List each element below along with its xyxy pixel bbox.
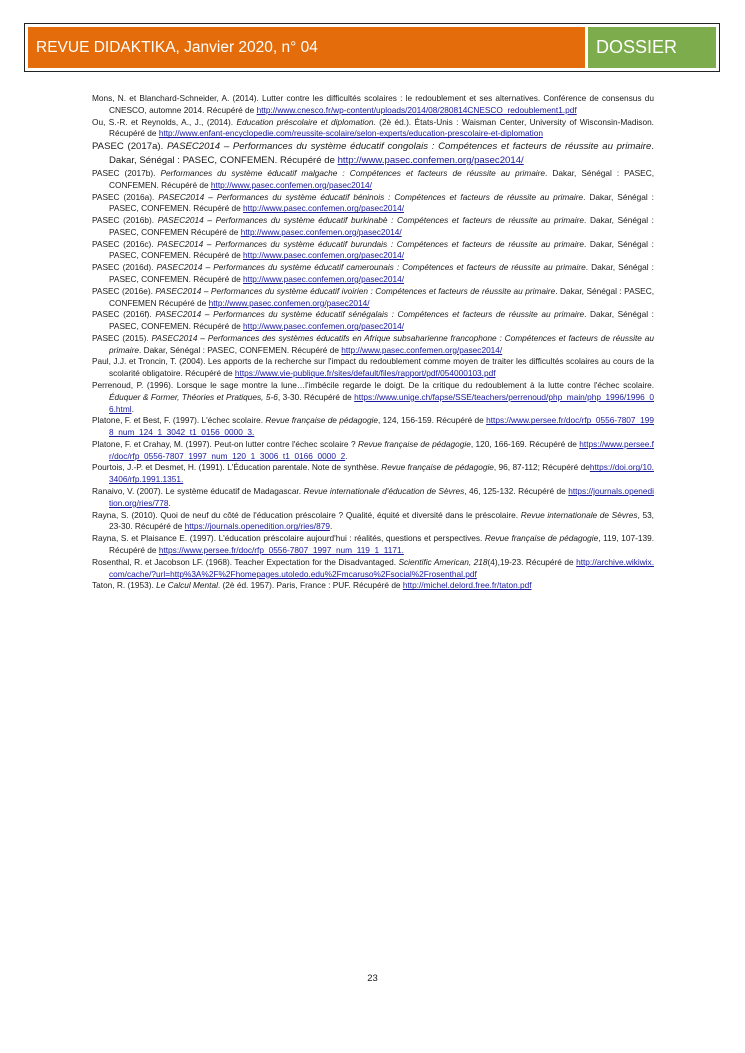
reference-text: Platone, F. et Best, F. (1997). L'échec scolaire. xyxy=(92,415,266,426)
reference-link[interactable]: https://doi.org/10.3406/rfp.1991.1351. xyxy=(109,462,654,485)
reference-title: Scientific American, 218 xyxy=(398,556,488,567)
reference-text: PASEC (2016c). xyxy=(92,238,158,249)
reference-title: PASEC2014 – Performances des systèmes éducatifs en Afrique subsaharienne francophone : Compétences et facteurs de réussite au primaire xyxy=(109,332,654,355)
reference-entry xyxy=(92,533,654,557)
reference-details: , 53, 23-30. Récupéré de xyxy=(109,509,654,532)
reference-text: PASEC (2016a). xyxy=(92,191,159,202)
header-bar xyxy=(28,27,716,68)
reference-title: Revue française de pédagogie xyxy=(357,438,471,449)
reference-text: Platone, F. et Crahay, M. (1997). Peut-on lutter contre l'échec scolaire ? xyxy=(92,438,358,449)
reference-tail: . xyxy=(345,450,348,461)
reference-title: Education préscolaire et diplomation. xyxy=(236,116,376,127)
reference-title: Revue internationale de Sèvres xyxy=(520,509,638,520)
reference-entry xyxy=(92,168,654,192)
reference-text: Rayna, S. (2010). Quoi de neuf du côté de l'éducation préscolaire ? Qualité, équité et diversité dans le préscolaire. xyxy=(92,509,521,520)
reference-text: PASEC (2015). xyxy=(92,332,152,343)
reference-details: , 124, 156-159. Récupéré de xyxy=(378,415,487,426)
reference-link[interactable]: https://www.vie-publique.fr/sites/default/files/rapport/pdf/054000103.pdf xyxy=(234,368,496,379)
reference-details: . Dakar, Sénégal : PASEC, CONFEMEN. Récupéré de xyxy=(109,191,654,214)
reference-details: (4),19-23. Récupéré de xyxy=(487,556,577,567)
reference-tail: . xyxy=(329,521,333,532)
reference-link[interactable]: https://www.persee.fr/doc/rfp_0556-7807_1998_num_124_1_3042_t1_0156_0000_3. xyxy=(109,415,654,438)
reference-text: Ranaivo, V. (2007). Le système éducatif de Madagascar. xyxy=(92,486,304,497)
reference-title: PASEC2014 – Performances du système éducatif camerounais : Compétences et facteurs de réussite au primaire xyxy=(156,262,586,273)
reference-title: PASEC2014 – Performances du système éducatif burkinabè : Compétences et facteurs de réussite au primaire xyxy=(157,215,585,226)
reference-details: , 46, 125-132. Récupéré de xyxy=(464,486,569,497)
reference-entry xyxy=(92,309,654,333)
reference-entry xyxy=(92,462,654,486)
reference-entry xyxy=(92,580,654,592)
reference-title: Revue française de pédagogie xyxy=(265,415,379,426)
reference-title: PASEC2014 – Performances du système éducatif sénégalais : Compétences et facteurs de réussite au primaire xyxy=(155,309,585,320)
reference-details: . Dakar, Sénégal : PASEC, CONFEMEN Récupéré de xyxy=(109,215,654,237)
reference-details: (2è éd.). États-Unis : Waisman Center, University of Wisconsin-Madison. Récupéré de xyxy=(109,116,654,139)
reference-link[interactable]: http://www.pasec.confemen.org/pasec2014/ xyxy=(243,321,404,332)
reference-entry xyxy=(92,486,654,510)
reference-text: PASEC (2017b). xyxy=(92,167,161,178)
reference-entry xyxy=(92,380,654,415)
reference-entry xyxy=(92,356,654,380)
reference-details: , 119, 107-139. Récupéré de xyxy=(109,533,654,555)
reference-entry xyxy=(92,333,654,357)
reference-link[interactable]: https://www.persee.fr/doc/rfp_0556-7807_1997_num_120_1_3006_t1_0166_0000_2 xyxy=(109,438,654,461)
reference-entry xyxy=(92,557,654,581)
reference-entry xyxy=(92,140,654,168)
reference-title: PASEC2014 – Performances du système éducatif burundais : Compétences et facteurs de réussite au primaire xyxy=(157,238,584,249)
reference-details: . Dakar, Sénégal : PASEC, CONFEMEN. Récupéré de xyxy=(109,309,654,332)
reference-entry xyxy=(92,93,654,117)
reference-details: . Dakar, Sénégal : PASEC, CONFEMEN. Récupéré de xyxy=(109,238,654,261)
reference-entry xyxy=(92,215,654,239)
reference-text: Mons, N. et Blanchard-Schneider, A. (2014). Lutter contre les difficultés scolaires : le redoublement et ses alternatives. Conférence de consensus du CNESCO, automne 2014. Récupéré de xyxy=(92,93,654,115)
reference-link[interactable]: https://journals.openedition.org/ries/778 xyxy=(109,486,654,508)
reference-tail: . xyxy=(168,497,171,508)
reference-text: PASEC (2016f). xyxy=(92,309,156,320)
page-header xyxy=(24,23,720,72)
reference-text: PASEC (2017a). xyxy=(92,141,167,153)
reference-link[interactable]: http://www.pasec.confemen.org/pasec2014/ xyxy=(208,297,370,308)
reference-entry xyxy=(92,262,654,286)
reference-link[interactable]: http://michel.delord.free.fr/taton.pdf xyxy=(402,580,532,591)
reference-title: Éduquer & Former, Théories et Pratiques, 5-6 xyxy=(109,391,278,402)
reference-title: Performances du système éducatif malgache : Compétences et facteurs de réussite au primaire xyxy=(160,167,546,178)
reference-entry xyxy=(92,439,654,463)
reference-text: Pourtois, J.-P. et Desmet, H. (1991). L'Éducation parentale. Note de synthèse. xyxy=(92,462,382,473)
reference-details: , 120, 166-169. Récupéré de xyxy=(470,438,580,449)
reference-link[interactable]: http://www.pasec.confemen.org/pasec2014/ xyxy=(243,273,404,284)
reference-title: PASEC2014 – Performances du système éducatif béninois : Compétences et facteurs de réussite au primaire xyxy=(158,191,584,202)
reference-text: Taton, R. (1953). xyxy=(92,580,157,591)
reference-link[interactable]: http://www.pasec.confemen.org/pasec2014/ xyxy=(210,179,372,190)
reference-link[interactable]: http://www.pasec.confemen.org/pasec2014/ xyxy=(243,250,404,261)
reference-details: . Dakar, Sénégal : PASEC, CONFEMEN Récupéré de xyxy=(109,285,654,308)
section-label: DOSSIER xyxy=(588,27,716,68)
reference-title: PASEC2014 – Performances du système éducatif congolais : Compétences et facteurs de réussite au primaire xyxy=(166,141,652,153)
reference-link[interactable]: http://archive.wikiwix.com/cache/?url=http%3A%2F%2Fhomepages.utoledo.edu%2Fmcaruso%2Fsocial%2Frosenthal.pdf xyxy=(109,556,654,579)
reference-link[interactable]: http://www.pasec.confemen.org/pasec2014/ xyxy=(240,226,402,237)
reference-text: Paul, J.J. et Troncin, T. (2004). Les apports de la recherche sur l'impact du redoublement comme moyen de traiter les difficultés scolaires au cours de la scolarité obligatoire. Récupéré de xyxy=(92,356,654,379)
reference-details: . Dakar, Sénégal : PASEC, CONFEMEN. Récupéré de xyxy=(109,141,654,167)
reference-text: Rosenthal, R. et Jacobson LF. (1968). Teacher Expectation for the Disadvantaged. xyxy=(92,556,399,567)
journal-title: REVUE DIDAKTIKA, Janvier 2020, n° 04 xyxy=(28,27,585,68)
reference-entry xyxy=(92,415,654,439)
reference-details: . Dakar, Sénégal : PASEC, CONFEMEN. Récupéré de xyxy=(138,344,342,355)
reference-title: Le Calcul Mental xyxy=(156,580,218,591)
reference-text: PASEC (2016b). xyxy=(92,215,158,226)
reference-details: , 96, 87-112; Récupéré de xyxy=(493,462,590,473)
reference-details: . Dakar, Sénégal : PASEC, CONFEMEN. Récupéré de xyxy=(109,262,654,284)
reference-link[interactable]: http://www.pasec.confemen.org/pasec2014/ xyxy=(337,155,524,167)
reference-tail: . xyxy=(131,403,134,414)
reference-link[interactable]: http://www.enfant-encyclopedie.com/reussite-scolaire/selon-experts/education-prescolaire-et-diplomation xyxy=(158,128,543,139)
reference-link[interactable]: http://www.pasec.confemen.org/pasec2014/ xyxy=(243,203,404,214)
reference-link[interactable]: http://www.pasec.confemen.org/pasec2014/ xyxy=(341,344,503,355)
reference-text: Ou, S.-R. et Reynolds, A., J., (2014). xyxy=(92,116,237,127)
reference-link[interactable]: http://www.cnesco.fr/wp-content/uploads/2014/08/280814CNESCO_redoublement1.pdf xyxy=(256,104,577,115)
reference-link[interactable]: https://www.unige.ch/fapse/SSE/teachers/perrenoud/php_main/php_1996/1996_06.html xyxy=(109,391,654,414)
reference-entry xyxy=(92,192,654,216)
reference-details: . Dakar, Sénégal : PASEC, CONFEMEN. Récupéré de xyxy=(109,167,654,190)
reference-entry xyxy=(92,239,654,263)
reference-text: Perrenoud, P. (1996). Lorsque le sage montre la lune…l'imbécile regarde le doigt. De la critique du redoublement à la lutte contre l'échec scolaire. xyxy=(92,380,654,390)
reference-entry xyxy=(92,286,654,310)
reference-text: PASEC (2016d). xyxy=(92,262,157,273)
reference-title: Revue française de pédagogie xyxy=(484,533,599,544)
reference-entry xyxy=(92,510,654,534)
page-number: 23 xyxy=(367,973,378,984)
reference-list xyxy=(92,93,654,592)
reference-text: PASEC (2016e). xyxy=(92,285,156,296)
reference-title: Revue française de pédagogie xyxy=(381,462,494,473)
reference-entry xyxy=(92,117,654,141)
reference-link[interactable]: https://www.persee.fr/doc/rfp_0556-7807_1997_num_119_1_1171. xyxy=(158,544,404,555)
reference-text: Rayna, S. et Plaisance E. (1997). L'éducation préscolaire aujourd'hui : réalités, questions et perspectives. xyxy=(92,533,485,544)
reference-link[interactable]: https://journals.openedition.org/ries/879 xyxy=(184,521,330,532)
reference-title: Revue internationale d'éducation de Sèvres xyxy=(303,486,465,497)
reference-details: . (2è éd. 1957). Paris, France : PUF. Récupéré de xyxy=(217,580,403,591)
reference-details: , 3-30. Récupéré de xyxy=(277,391,355,402)
reference-title: PASEC2014 – Performances du système éducatif ivoirien : Compétences et facteurs de réussite au primaire xyxy=(155,285,556,296)
